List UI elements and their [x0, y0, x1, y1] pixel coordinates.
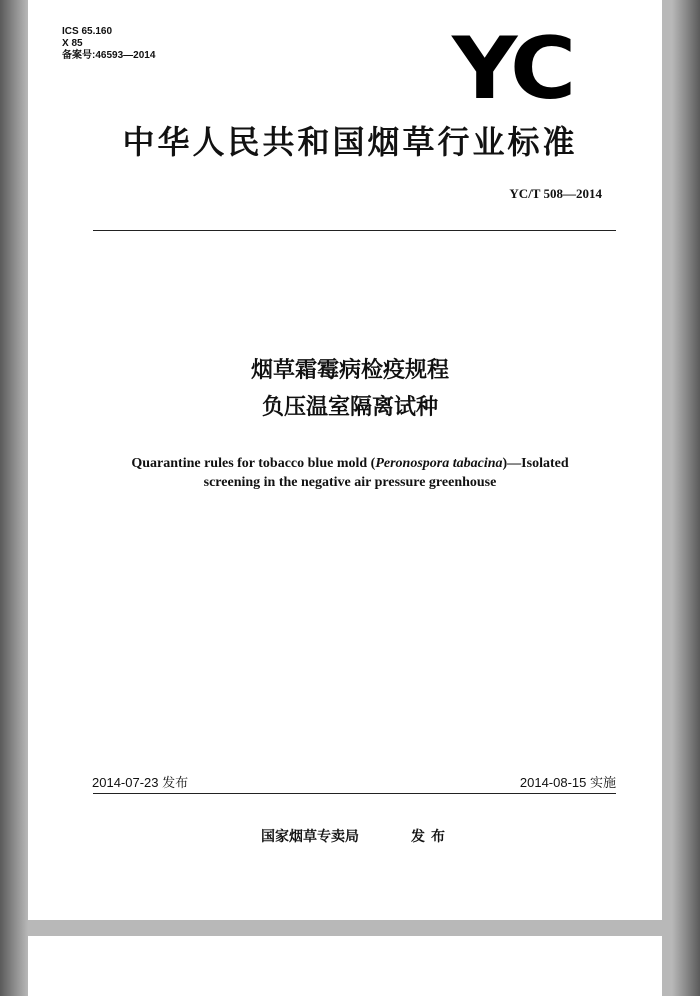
- issue-date: 2014-07-23 发布: [92, 775, 189, 790]
- effective-date: 2014-08-15 实施: [519, 775, 616, 790]
- issue-action: 发布: [411, 829, 451, 845]
- header-divider: [93, 230, 616, 231]
- title-en-post: )—Isolated: [502, 456, 569, 471]
- filing-number: 备案号:46593—2014: [62, 50, 156, 61]
- organization-title: 中华人民共和国烟草行业标准: [122, 123, 578, 161]
- next-document-page: [28, 936, 662, 996]
- title-en-pre: Quarantine rules for tobacco blue mold (: [131, 456, 376, 471]
- title-en-line2: screening in the negative air pressure greenhouse: [203, 475, 497, 490]
- title-en-species: Peronospora tabacina: [375, 456, 503, 471]
- footer-divider: [93, 793, 616, 794]
- issuing-authority: 国家烟草专卖局: [261, 829, 359, 845]
- classification-block: [62, 26, 155, 62]
- title-en-line1: [0, 454, 700, 473]
- ics-code: ICS 65.160: [62, 26, 113, 37]
- standard-code: YC/T 508—2014: [509, 186, 602, 201]
- title-cn-line1: 烟草霜霉病检疫规程: [250, 358, 449, 383]
- title-cn-line2: 负压温室隔离试种: [261, 395, 438, 420]
- class-code: X 85: [62, 38, 83, 49]
- yc-logo: YC: [452, 19, 573, 119]
